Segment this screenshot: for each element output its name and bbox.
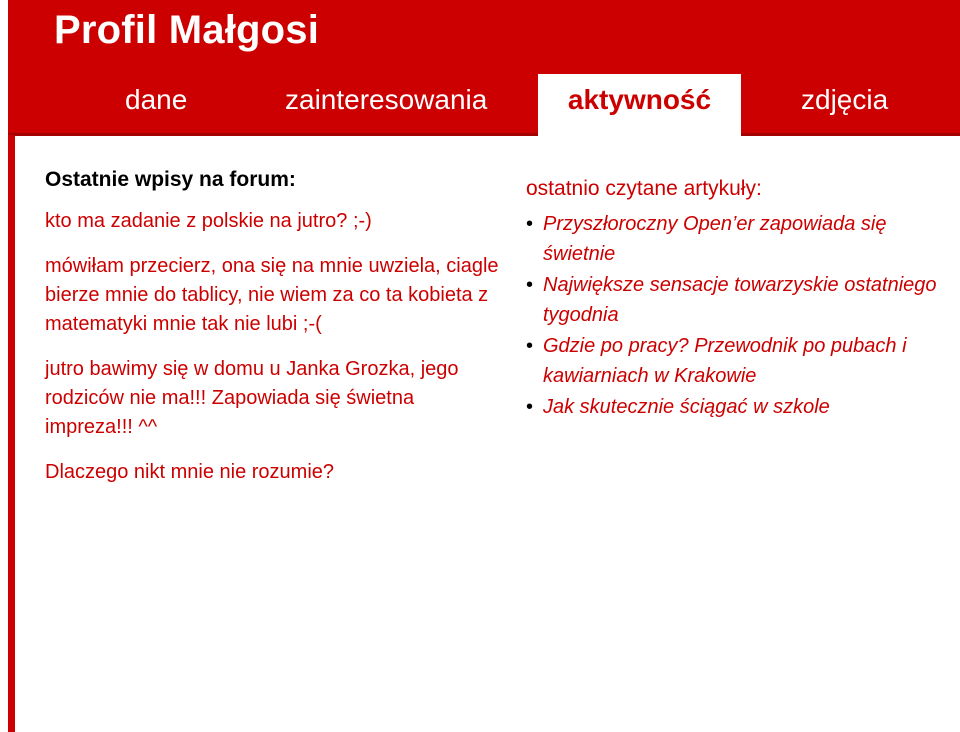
forum-posts-section — [45, 168, 505, 503]
bullet-icon: • — [526, 335, 534, 357]
page-title: Profil Małgosi — [54, 8, 320, 52]
forum-section-title: Ostatnie wpisy na forum: — [45, 168, 296, 191]
forum-post[interactable]: jutro bawimy się w domu u Janka Grozka, jego rodziców nie ma!!! Zapowiada się świetna impreza!!! ^^ — [45, 358, 459, 438]
article-item[interactable] — [526, 331, 946, 391]
forum-post[interactable]: Dlaczego nikt mnie nie rozumie? — [45, 461, 335, 483]
tab-zdjecia[interactable]: zdjęcia — [801, 84, 889, 115]
forum-post[interactable]: kto ma zadanie z polskie na jutro? ;-) — [45, 210, 372, 232]
tab-aktywnosc[interactable]: aktywność — [538, 74, 741, 136]
tab-zainteresowania[interactable]: zainteresowania — [285, 84, 488, 115]
left-accent-bar — [8, 135, 15, 732]
article-item-label[interactable]: Przyszłoroczny Open’er zapowiada się świetnie — [543, 213, 887, 265]
article-item-label[interactable]: Jak skutecznie ściągać w szkole — [543, 396, 830, 418]
article-item[interactable] — [526, 270, 946, 330]
articles-section-title: ostatnio czytane artykuły: — [526, 177, 762, 200]
article-item[interactable] — [526, 392, 946, 422]
article-item[interactable] — [526, 209, 946, 269]
article-item-label[interactable]: Największe sensacje towarzyskie ostatniego tygodnia — [543, 274, 937, 326]
header-divider — [8, 133, 960, 136]
forum-post[interactable]: mówiłam przecierz, ona się na mnie uwziela, ciagle bierze mnie do tablicy, nie wiem za co ta kobieta z matematyki mnie tak nie lubi ;-( — [45, 255, 499, 335]
bullet-icon: • — [526, 396, 534, 418]
article-item-label[interactable]: Gdzie po pracy? Przewodnik po pubach i kawiarniach w Krakowie — [543, 335, 907, 387]
recent-articles-section — [526, 174, 946, 423]
bullet-icon: • — [526, 274, 534, 296]
bullet-icon: • — [526, 213, 534, 235]
tab-dane[interactable]: dane — [125, 84, 188, 115]
